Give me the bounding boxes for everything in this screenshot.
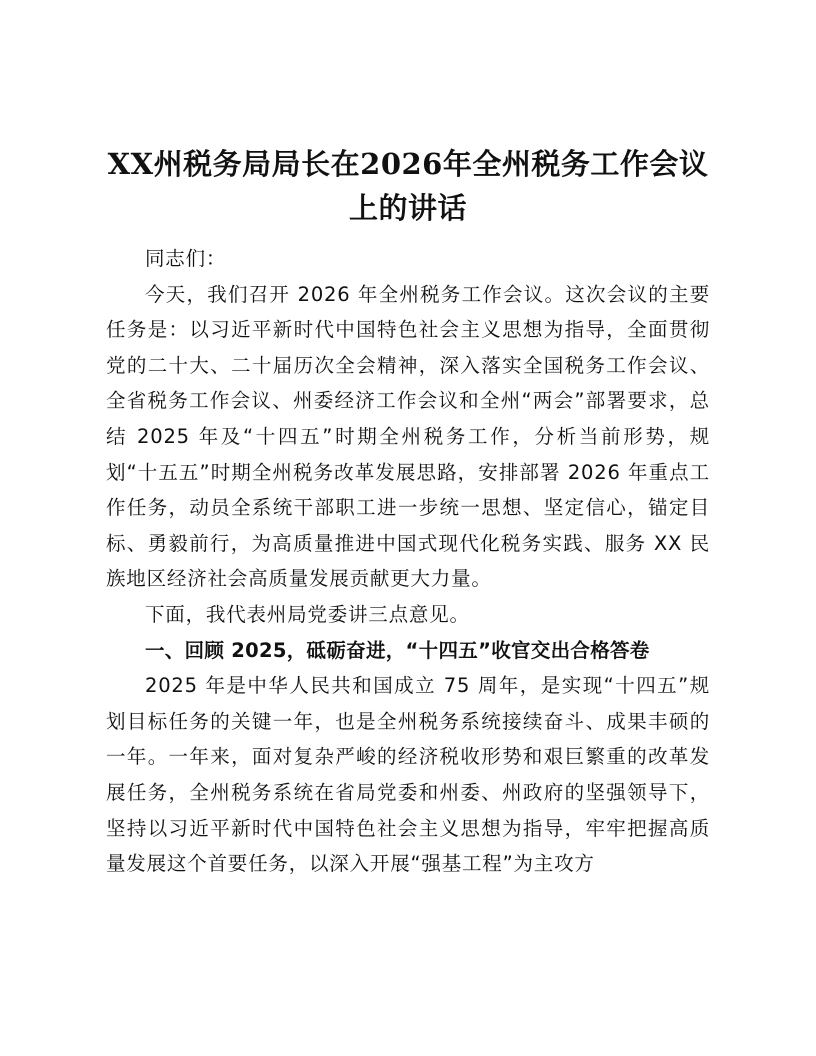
paragraph-transition: 下面，我代表州局党委讲三点意见。: [145, 602, 470, 626]
document-body: [106, 241, 710, 882]
title-line-1: XX州税务局局长在2026年全州税务工作会议: [107, 147, 709, 181]
salutation: 同志们：: [145, 247, 227, 270]
section-heading-1: 一、回顾 2025，砥砺奋进，“十四五”收官交出合格答卷: [145, 638, 650, 662]
paragraph-review: 2025 年是中华人民共和国成立 75 周年，是实现“十四五”规划目标任务的关键一年，也是全州税务系统接续奋斗、成果丰硕的一年。一年来，面对复杂严峻的经济税收形势和艰巨繁重的改革发展任务，全州税务系统在省局党委和州委、州政府的坚强领导下，坚持以习近平新时代中国特色社会主义思想为指导，牢牢把握高质量发展这个首要任务，以深入开展“强基工程”为主攻方: [106, 674, 710, 876]
paragraph-intro: 今天，我们召开 2026 年全州税务工作会议。这次会议的主要任务是：以习近平新时代中国特色社会主义思想为指导，全面贯彻党的二十大、二十届历次全会精神，深入落实全国税务工作会议、全省税务工作会议、州委经济工作会议和全州“两会”部署要求，总结 2025 年及“十四五”时期全州税务工作，分析当前形势，规划“十五五”时期全州税务改革发展思路，安排部署 2026 年重点工作任务，动员全系统干部职工进一步统一思想、坚定信心，锚定目标、勇毅前行，为高质量推进中国式现代化税务实践、服务 XX 民族地区经济社会高质量发展贡献更大力量。: [106, 282, 710, 591]
title-line-2: 上的讲话: [348, 191, 467, 225]
document-title: [106, 142, 710, 230]
